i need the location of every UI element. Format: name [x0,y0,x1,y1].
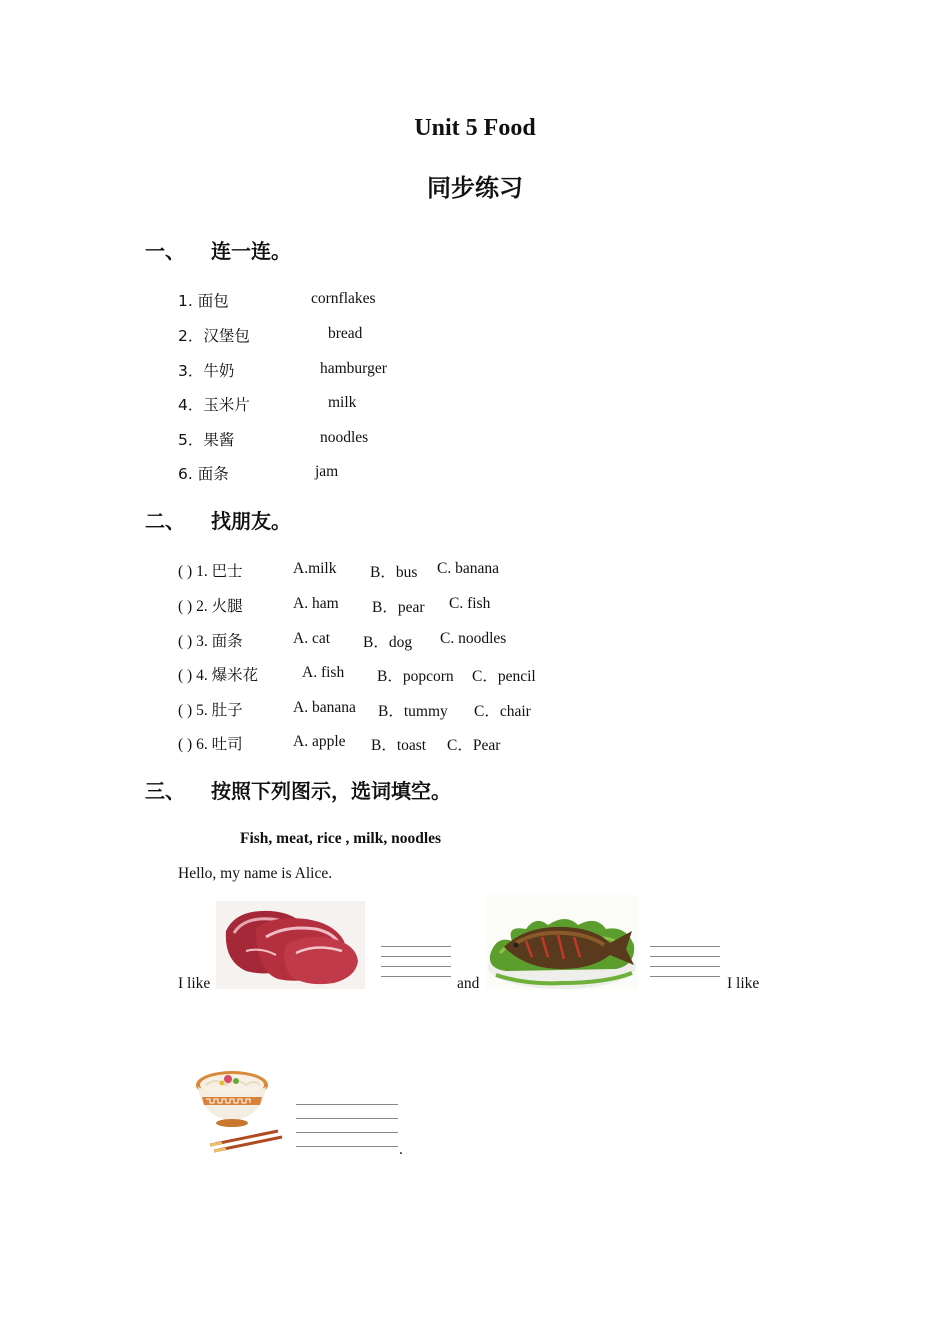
option-c: C．chair [474,703,531,720]
match-left-5: 5．果酱 [178,431,235,449]
option-b: B．tummy [378,703,448,720]
option-a: A. cat [293,630,331,647]
match-right-5: noodles [320,429,369,446]
option-c: C. banana [437,560,499,577]
noodle-bowl-image [192,1063,288,1155]
question-row: ( ) 6. 吐司 [178,735,243,753]
word-bank: Fish, meat, rice , milk, noodles [240,830,442,847]
sentence-and: and [457,975,480,992]
option-a: A. ham [293,595,339,612]
match-left-4: 4．玉米片 [178,396,250,414]
option-c: C．Pear [447,737,501,754]
match-right-2: bread [328,325,363,342]
match-right-4: milk [328,394,357,411]
sentence-i-like-2: I like [727,975,760,992]
match-right-1: cornflakes [311,290,376,307]
question-row: ( ) 2. 火腿 [178,597,243,615]
fish-image [486,895,638,989]
question-row: ( ) 1. 巴士 [178,562,243,580]
question-row: ( ) 4. 爆米花 [178,666,259,684]
section-1-heading [145,235,291,264]
sentence-period: . [399,1141,403,1158]
match-right-3: hamburger [320,360,387,377]
option-b: B．bus [370,564,418,581]
section-2-heading [145,505,291,534]
intro-sentence: Hello, my name is Alice. [178,865,333,882]
option-c: C. noodles [440,630,507,647]
section-number: 二、 [145,509,185,533]
steak-image [216,901,365,989]
option-c: C. fish [449,595,491,612]
option-a: A.milk [293,560,337,577]
option-b: B．toast [371,737,427,754]
section-title: 找朋友。 [211,509,291,533]
option-b: B．pear [372,599,425,616]
match-left-2: 2．汉堡包 [178,327,250,345]
page-subtitle: 同步练习 [427,174,523,202]
match-left-1: 1. 面包 [178,292,229,310]
section-number: 三、 [145,779,185,803]
page-title: Unit 5 Food [414,115,536,141]
match-right-6: jam [315,463,339,480]
question-row: ( ) 5. 肚子 [178,701,243,719]
section-title: 连一连。 [211,239,291,263]
answer-blank[interactable] [381,946,451,986]
answer-blank[interactable] [650,946,720,986]
answer-blank[interactable] [296,1104,398,1156]
question-row: ( ) 3. 面条 [178,632,243,650]
option-a: A. apple [293,733,346,750]
sentence-i-like: I like [178,975,211,992]
section-3-heading [145,775,451,804]
option-a: A. banana [293,699,356,716]
section-title: 按照下列图示，选词填空。 [211,779,451,803]
match-left-6: 6. 面条 [178,465,229,483]
section-number: 一、 [145,239,185,263]
match-left-3: 3．牛奶 [178,362,235,380]
option-b: B．dog [363,634,413,651]
option-c: C．pencil [472,668,536,685]
option-a: A. fish [302,664,345,681]
option-b: B．popcorn [377,668,454,685]
